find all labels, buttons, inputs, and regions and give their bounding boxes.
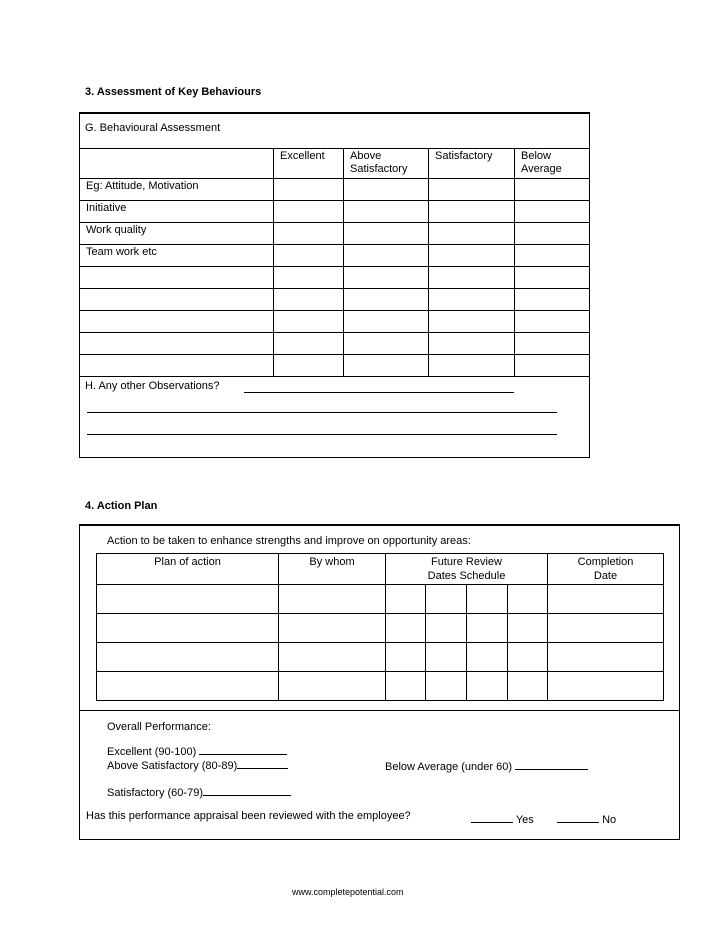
rating-cell[interactable] [429,245,515,267]
review-question: Has this performance appraisal been reviewed with the employee? [86,810,411,822]
behaviour-row [80,223,590,245]
completion-cell[interactable] [548,585,664,614]
behaviour-row [80,245,590,267]
col-below-average: Below Average [515,149,590,179]
rating-above-blank[interactable] [237,756,288,769]
rating-cell[interactable] [515,201,590,223]
review-date-cell[interactable] [508,614,548,643]
by-whom-cell[interactable] [279,614,386,643]
behaviour-row-empty [80,311,590,333]
rating-cell[interactable] [344,289,429,311]
rating-above [107,756,288,772]
plan-cell[interactable] [97,585,279,614]
review-date-cell[interactable] [467,614,508,643]
action-plan-row [97,672,664,701]
section4-heading: 4. Action Plan [85,500,158,512]
action-plan-divider [79,710,680,711]
rating-cell[interactable] [344,355,429,377]
review-date-cell[interactable] [386,643,426,672]
completion-cell[interactable] [548,614,664,643]
rating-cell[interactable] [274,355,344,377]
review-yes-label: Yes [515,814,534,826]
col-future-review: Future Review Dates Schedule [386,554,548,585]
completion-cell[interactable] [548,643,664,672]
rating-cell[interactable] [274,179,344,201]
behaviour-row-empty [80,289,590,311]
review-date-cell[interactable] [508,672,548,701]
review-date-cell[interactable] [508,643,548,672]
footer-url: www.completepotential.com [292,887,404,897]
behaviour-label: Eg: Attitude, Motivation [80,179,274,201]
rating-satisfactory-blank[interactable] [203,783,291,796]
col-excellent: Excellent [274,149,344,179]
col-completion-date: Completion Date [548,554,664,585]
col-plan-of-action: Plan of action [97,554,279,585]
section3-heading: 3. Assessment of Key Behaviours [85,86,262,98]
behaviour-label[interactable] [80,289,274,311]
review-date-cell[interactable] [386,672,426,701]
behaviour-label[interactable] [80,333,274,355]
action-plan-row [97,643,664,672]
behaviour-label: Initiative [80,201,274,223]
rating-cell[interactable] [274,267,344,289]
plan-cell[interactable] [97,672,279,701]
plan-cell[interactable] [97,614,279,643]
behaviour-row [80,179,590,201]
observations-line[interactable] [244,392,514,393]
rating-above-label: Above Satisfactory (80-89) [107,760,238,772]
rating-cell[interactable] [515,245,590,267]
overall-performance-label: Overall Performance: [107,721,211,733]
action-plan-intro: Action to be taken to enhance strengths and improve on opportunity areas: [107,535,471,547]
col-above-satisfactory: Above Satisfactory [344,149,429,179]
rating-cell[interactable] [274,289,344,311]
rating-cell[interactable] [515,333,590,355]
rating-satisfactory-label: Satisfactory (60-79) [107,787,203,799]
behaviour-label[interactable] [80,355,274,377]
rating-cell[interactable] [274,311,344,333]
plan-cell[interactable] [97,643,279,672]
rating-below [385,757,588,773]
action-plan-row [97,585,664,614]
review-date-cell[interactable] [426,614,467,643]
rating-cell[interactable] [344,179,429,201]
behaviour-header-blank [80,149,274,179]
review-date-cell[interactable] [386,614,426,643]
behaviour-row [80,201,590,223]
rating-cell[interactable] [344,333,429,355]
observations-line[interactable] [87,434,557,435]
rating-cell[interactable] [344,223,429,245]
completion-cell[interactable] [548,672,664,701]
observations-label: H. Any other Observations? [85,380,220,392]
rating-satisfactory [107,783,291,799]
rating-cell[interactable] [344,311,429,333]
col-satisfactory: Satisfactory [429,149,515,179]
by-whom-cell[interactable] [279,672,386,701]
rating-cell[interactable] [274,245,344,267]
review-date-cell[interactable] [467,585,508,614]
review-date-cell[interactable] [426,585,467,614]
review-yes [471,810,534,826]
by-whom-cell[interactable] [279,585,386,614]
behaviour-rating-table [79,148,590,377]
rating-cell[interactable] [429,289,515,311]
behaviour-label: Team work etc [80,245,274,267]
rating-cell[interactable] [515,355,590,377]
rating-cell[interactable] [429,201,515,223]
behavioural-assessment-title: G. Behavioural Assessment [85,122,221,134]
behaviour-row-empty [80,267,590,289]
review-date-cell[interactable] [426,672,467,701]
col-by-whom: By whom [279,554,386,585]
review-date-cell[interactable] [426,643,467,672]
rating-excellent-blank[interactable] [199,742,287,755]
behaviour-label[interactable] [80,267,274,289]
review-date-cell[interactable] [508,585,548,614]
rating-cell[interactable] [344,245,429,267]
review-no-blank[interactable] [557,810,599,823]
rating-below-label: Below Average (under 60) [385,761,512,773]
rating-cell[interactable] [274,223,344,245]
rating-cell[interactable] [515,267,590,289]
action-plan-row [97,614,664,643]
rating-cell[interactable] [429,333,515,355]
behaviour-header-row [80,149,590,179]
rating-excellent-label: Excellent (90-100) [107,746,197,758]
rating-below-blank[interactable] [515,757,588,770]
review-date-cell[interactable] [386,585,426,614]
review-no [557,810,616,826]
rating-cell[interactable] [344,267,429,289]
behaviour-label[interactable] [80,311,274,333]
review-date-cell[interactable] [467,672,508,701]
rating-cell[interactable] [515,223,590,245]
rating-cell[interactable] [515,179,590,201]
rating-cell[interactable] [515,311,590,333]
behaviour-row-empty [80,333,590,355]
rating-cell[interactable] [429,267,515,289]
action-plan-header-row [97,554,664,585]
rating-cell[interactable] [344,201,429,223]
rating-cell[interactable] [274,201,344,223]
behaviour-label: Work quality [80,223,274,245]
rating-cell[interactable] [274,333,344,355]
rating-cell[interactable] [429,223,515,245]
review-no-label: No [602,814,617,826]
rating-cell[interactable] [429,311,515,333]
rating-cell[interactable] [429,355,515,377]
review-yes-blank[interactable] [471,810,513,823]
by-whom-cell[interactable] [279,643,386,672]
rating-cell[interactable] [515,289,590,311]
observations-line[interactable] [87,412,557,413]
rating-cell[interactable] [429,179,515,201]
review-date-cell[interactable] [467,643,508,672]
action-plan-table [96,553,664,701]
behaviour-row-empty [80,355,590,377]
